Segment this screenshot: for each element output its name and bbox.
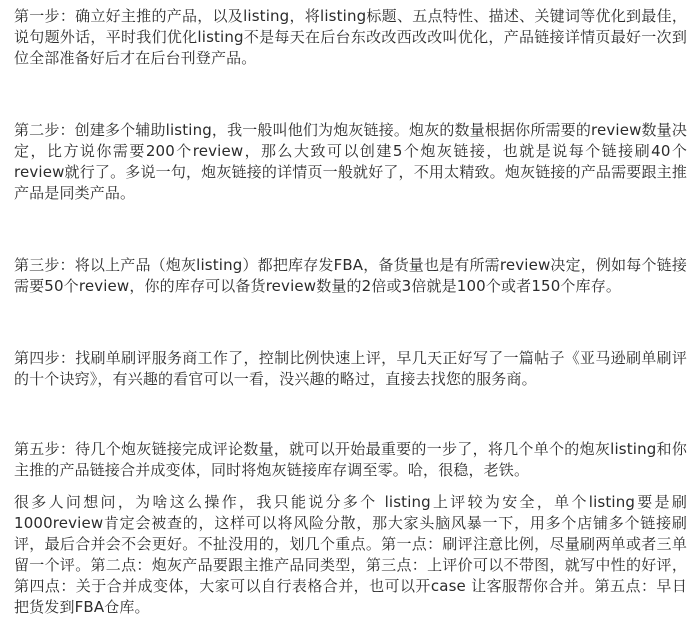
step-5-paragraph: 第五步：待几个炮灰链接完成评论数量，就可以开始最重要的一步了，将几个单个的炮灰listing和你主推的产品链接合并成变体，同时将炮灰链接库存调至零。哈，很稳，老铁。 [14,440,687,479]
explanation-paragraph: 很多人问想问，为啥这么操作，我只能说分多个 listing上评较为安全，单个listing要是刷1000review肯定会被查的，这样可以将风险分散，那大家头脑风暴一下，用多个店铺多个链接刷评，最后合并会不会更好。不扯没用的，划几个重点。第一点：刷评注意比例，尽量刷两单或者三单留一个评。第二点：炮灰产品要跟主推产品同类型，第三点：上评价可以不带图，就写中性的好评，第四点：关于合并成变体，大家可以自行表格合并，也可以开case 让客服帮你合并。第五点：早日把货发到FBA仓库。 [14,493,687,616]
step-4-paragraph: 第四步：找刷单刷评服务商工作了，控制比例快速上评，早几天正好写了一篇帖子《亚马逊刷单刷评的十个诀窍》，有兴趣的看官可以一看，没兴趣的略过，直接去找您的服务商。 [14,349,687,388]
step-1-paragraph: 第一步：确立好主推的产品，以及listing，将listing标题、五点特性、描述、关键词等优化到最佳，说句题外话，平时我们优化listing不是每天在后台东改改西改改叫优化，产品链接详情页最好一次到位全部准备好后才在后台刊登产品。 [14,7,687,67]
step-3-paragraph: 第三步：将以上产品（炮灰listing）都把库存发FBA，备货量也是有所需review决定，例如每个链接需要50个review，你的库存可以备货review数量的2倍或3倍就是100个或者150个库存。 [14,256,687,295]
step-2-paragraph: 第二步：创建多个辅助listing，我一般叫他们为炮灰链接。炮灰的数量根据你所需要的review数量决定，比方说你需要200个review，那么大致可以创建5个炮灰链接，也就是说每个链接刷40个review就行了。多说一句，炮灰链接的详情页一般就好了，不用太精致。炮灰链接的产品需要跟主推产品是同类产品。 [14,121,687,202]
